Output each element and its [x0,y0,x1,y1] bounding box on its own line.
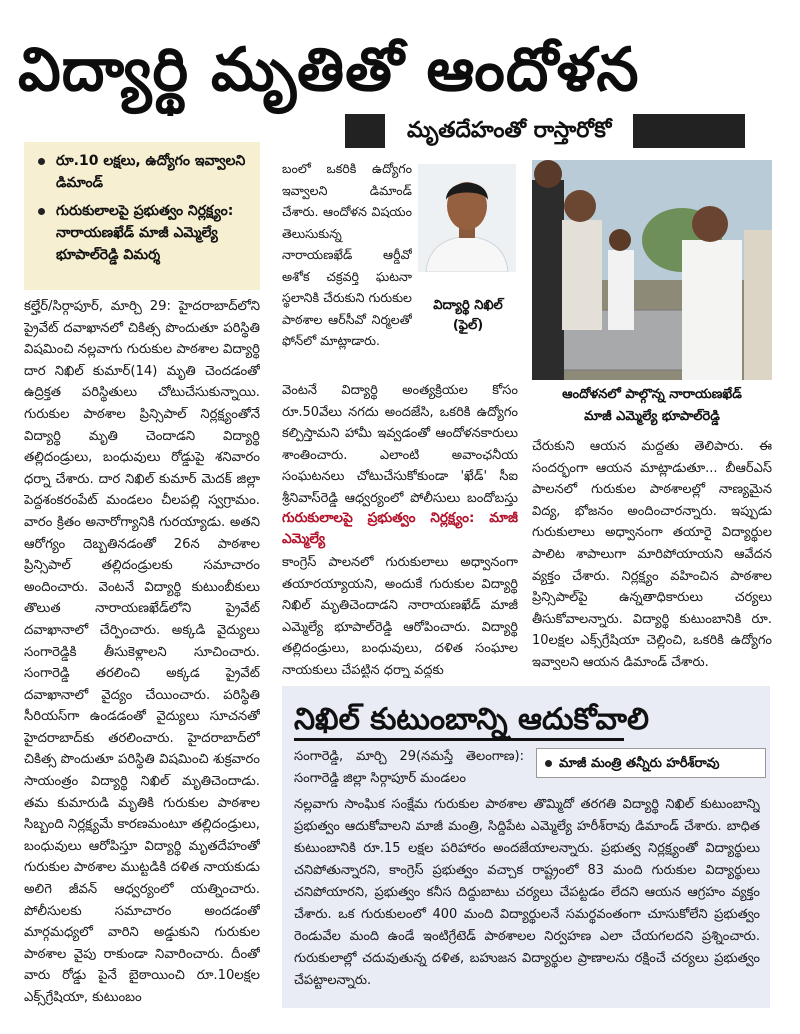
box-quote-tag [536,748,766,778]
subheadline: మృతదేహంతో రాస్తారోకో [385,114,633,148]
box-dateline [294,746,524,792]
highlight-text: రూ.10 లక్షలు, ఉద్యోగం ఇవ్వాలని డిమాండ్ [56,153,246,191]
bullet-icon [38,208,45,215]
column-2-top-text: బంలో ఒకరికి ఉద్యోగం ఇవ్వాలని డిమాండ్ చేశారు. ఆందోళన విషయం తెలుసుకున్న నారాయణఖేడ్ ఆర్డీవో అశోక చక్రవర్తి ఘటనా స్థలానికి చేరుకుని గురుకుల పాఠశాల ఆర్‌సీవో నిర్మలతో ఫోన్‌లో మాట్లాడారు. [282,161,412,348]
bullet-icon [38,158,45,165]
article-column-2-mid [282,380,518,508]
highlight-text: గురుకులాలపై ప్రభుత్వం నిర్లక్ష్యం: నారాయణఖేడ్ మాజీ ఎమ్మెల్యే భూపాల్‌రెడ్డి విమర్శ [56,203,234,263]
column-3-text: చేరుకుని ఆయన మద్దతు తెలిపారు. ఈ సందర్భంగా ఆయన మాట్లాడుతూ... బీఆర్‌ఎస్ పాలనలో గురుకుల పాఠశాలల్లో నాణ్యమైన విద్య, భోజనం అందించారన్నారు. ఇప్పుడు గురుకులాలు అధ్వానంగా తయారై విద్యార్థుల పాలిట శాపాలుగా మారిపోయాయని ఆవేదన వ్యక్తం చేశారు. నిర్లక్ష్యం వహించిన పాఠశాల ప్రిన్సిపాల్‌పై ఉన్నతాధికారులు చర్యలు తీసుకోవాలన్నారు. విద్యార్థి కుటుంబానికి రూ. 10లక్షల ఎక్స్‌గ్రేషియా చెల్లించి, ఒకరికి ఉద్యోగం ఇవ్వాలని ఆయన డిమాండ్ చేశారు. [532,439,772,670]
protest-photo [532,160,772,380]
article-column-2-top [282,158,412,378]
protest-scene-image [532,160,772,380]
article-column-3 [532,436,772,670]
column-2-bottom-text: కాంగ్రెస్ పాలనలో గురుకులాలు అధ్వానంగా తయారయ్యాయని, అందుకే గురుకుల విద్యార్థి నిఖిల్ మృతిచెందాడని నారాయణఖేడ్ మాజీ ఎమ్మెల్యే భూపాల్‌రెడ్డి ఆరోపించారు. విద్యార్థి తల్లిదండ్రులు, బంధువులు, దళిత సంఘాల నాయకులు చేపట్టిన ధర్నా వద్దకు [282,555,518,678]
highlights-box [24,142,260,290]
bullet-icon [545,760,552,767]
student-photo-caption: విద్యార్థి నిఖిల్ (ఫైల్) [433,298,503,333]
column-1-text: కల్హేర్/సిర్గాపూర్, మార్చి 29: హైదరాబాద్‌లోని ప్రైవేట్ దవాఖానలో చికిత్స పొందుతూ పరిస్థితి విషమించి నల్లవాగు గురుకుల పాఠశాల విద్యార్థి దార నిఖిల్ కుమార్(14) మృతి చెందడంతో ఉద్రిక్తత పరిస్థితులు చోటుచేసుకున్నాయి. గురుకుల పాఠశాల ప్రిన్సిపాల్ నిర్లక్ష్యంతోనే విద్యార్థి మృతి చెందాడని విద్యార్థి తల్లిదండ్రులు, బంధువులు రోడ్డుపై శనివారం ధర్నా చేశారు. దార నిఖిల్ కుమార్ మెదక్ జిల్లా పెద్దశంకరంపేట్ మండలం చీలపల్లి స్వగ్రామం. వారం క్రితం అనారోగ్యానికి గురయ్యాడు. అతని ఆరోగ్యం దెబ్బతినడంతో 26న పాఠశాల ప్రిన్సిపాల్ తల్లిదండ్రులకు సమాచారం అందించారు. వెంటనే విద్యార్థి కుటుంబీకులు తొలుత నారాయణఖేడ్‌లోని ప్రైవేట్ దవాఖానాలో చేర్పించారు. అక్కడి వైద్యులు సంగారెడ్డికి తీసుకెళ్లాలని సూచించారు. సంగారెడ్డి తరలించి అక్కడ ప్రైవేట్ దవాఖానాలో వైద్యం చేయించారు. పరిస్థితి సీరియస్‌గా ఉండడంతో వైద్యులు సూచనతో హైదరాబాద్‌కు తరలించారు. హైదరాబాద్‌లో చికిత్స పొందుతూ పరిస్థితి విషమించి శుక్రవారం సాయంత్రం విద్యార్థి నిఖిల్ మృతిచెందాడు. తమ కుమారుడి మృతికి గురుకుల పాఠశాల సిబ్బంది నిర్లక్ష్యమే కారణమంటూ తల్లిదండ్రులు, బంధువులు ఆరోపిస్తూ విద్యార్థి మృతదేహంతో గురుకుల పాఠశాల ముట్టడికి దళిత నాయకుడు అలిగె జీవన్ ఆధ్వర్యంలో యత్నించారు. పోలీసులకు సమాచారం అందడంతో మార్గమధ్యలో వారిని అడ్డుకుని గురుకుల పాఠశాల వైపు రాకుండా నివారించారు. దీంతో వారు రోడ్డు పైనే బైఠాయించి రూ.10లక్షల ఎక్స్‌గ్రేషియా, కుటుంబం [24,299,260,1005]
student-photo [418,164,516,272]
box-quote-text: మాజీ మంత్రి తన్నీరు హరీశ్‌రావు [559,756,720,771]
box-body-text: నల్లవాగు సాంఘిక సంక్షేమ గురుకుల పాఠశాల తొమ్మిదో తరగతి విద్యార్థి నిఖిల్ కుటుంబాన్ని ప్రభుత్వం ఆదుకోవాలని మాజీ మంత్రి, సిద్దిపేట ఎమ్మెల్యే హరీశ్‌రావు డిమాండ్ చేశారు. బాధిత కుటుంబానికి రూ.15 లక్షల పరిహారం అందజేయాలన్నారు. ప్రభుత్వ నిర్లక్ష్యంతో విద్యార్థులు చనిపోతున్నారని, కాంగ్రెస్ ప్రభుత్వం వచ్చాక రాష్ట్రంలో 83 మంది గురుకుల విద్యార్థులు చనిపోయారని, ప్రభుత్వం కనీస దిద్దుబాటు చర్యలు చేపట్టడం లేదని ఆయన ఆగ్రహం వ్యక్తం చేశారు. ఒక గురుకులంలో 400 మంది విద్యార్థులనే సమర్థవంతంగా చూసుకోలేని ప్రభుత్వం రెండువేల మంది ఉండే ఇంటిగ్రేటెడ్ పాఠశాలల నిర్వహణ ఎలా చేయగలదని ప్రశ్నించారు. గురుకులాల్లో చదువుతున్న దళిత, బహుజన విద్యార్థుల ప్రాణాలను రక్షించే చర్యలు ప్రభుత్వం చేపట్టాలన్నారు. [294,797,760,988]
student-portrait-image [418,164,516,272]
article-column-1 [24,296,260,1008]
box-title-underline [294,738,624,741]
highlight-item [32,200,252,266]
column-2-mid-text: వెంటనే విద్యార్థి అంత్యక్రియల కోసం రూ.50వేలు నగదు అందజేసి, ఒకరికి ఉద్యోగం కల్పిస్తామని హామీ ఇవ్వడంతో ఆందోళనకారులు శాంతించారు. ఎలాంటి అవాంఛనీయ సంఘటనలు చోటుచేసుకోకుండా 'ఖేడ్' సీఐ శ్రీనివాస్‌రెడ్డి ఆధ్వర్యంలో పోలీసులు బందోబస్తు [282,383,518,506]
subheadline-accent [345,114,385,148]
box-title: నిఖిల్ కుటుంబాన్ని ఆదుకోవాలి [294,702,649,737]
column-2-subhead: గురుకులాలపై ప్రభుత్వం నిర్లక్ష్యం: మాజీ ఎమ్మెల్యే [282,510,518,547]
highlight-item [32,150,252,194]
headline: విద్యార్థి మృతితో ఆందోళన [18,35,640,105]
box-body [294,794,760,1002]
article-column-2-bottom [282,552,518,678]
subheadline-bar [345,114,745,148]
box-dateline-text: సంగారెడ్డి, మార్చి 29(నమస్తే తెలంగాణ): సంగారెడ్డి జిల్లా సిర్గాపూర్ మండలం [294,749,524,786]
protest-photo-caption: ఆందోళనలో పాల్గొన్న నారాయణఖేడ్ మాజీ ఎమ్మెల్యే భూపాల్‌రెడ్డి [562,387,742,424]
